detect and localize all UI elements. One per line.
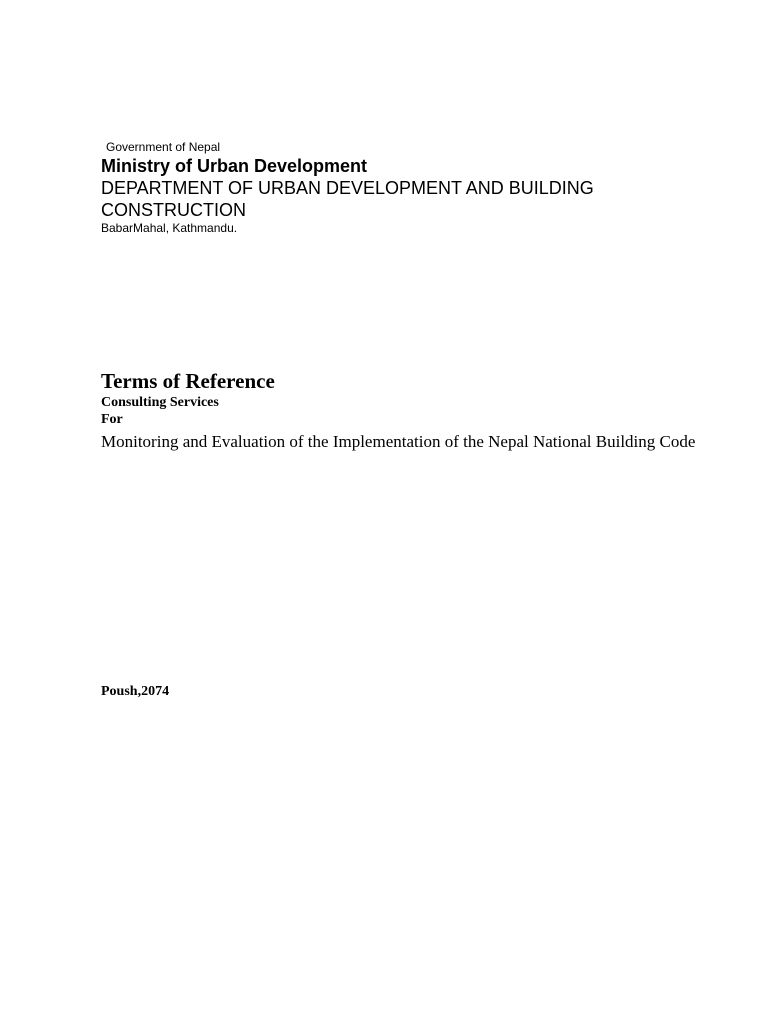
document-date: Poush,2074 bbox=[101, 684, 170, 699]
address: BabarMahal, Kathmandu. bbox=[101, 221, 238, 235]
document-title: Terms of Reference bbox=[101, 369, 275, 393]
for-line: For bbox=[101, 412, 123, 427]
ministry-name: Ministry of Urban Development bbox=[101, 156, 368, 176]
services-line: Consulting Services bbox=[101, 395, 219, 410]
department-name: DEPARTMENT OF URBAN DEVELOPMENT AND BUILDING CONSTRUCTION bbox=[101, 178, 594, 220]
terms-of-reference-block bbox=[101, 368, 721, 456]
letterhead bbox=[101, 140, 721, 235]
document-subject: Monitoring and Evaluation of the Implementation of the Nepal National Building Code bbox=[101, 432, 696, 451]
government-name: Government of Nepal bbox=[106, 140, 221, 154]
